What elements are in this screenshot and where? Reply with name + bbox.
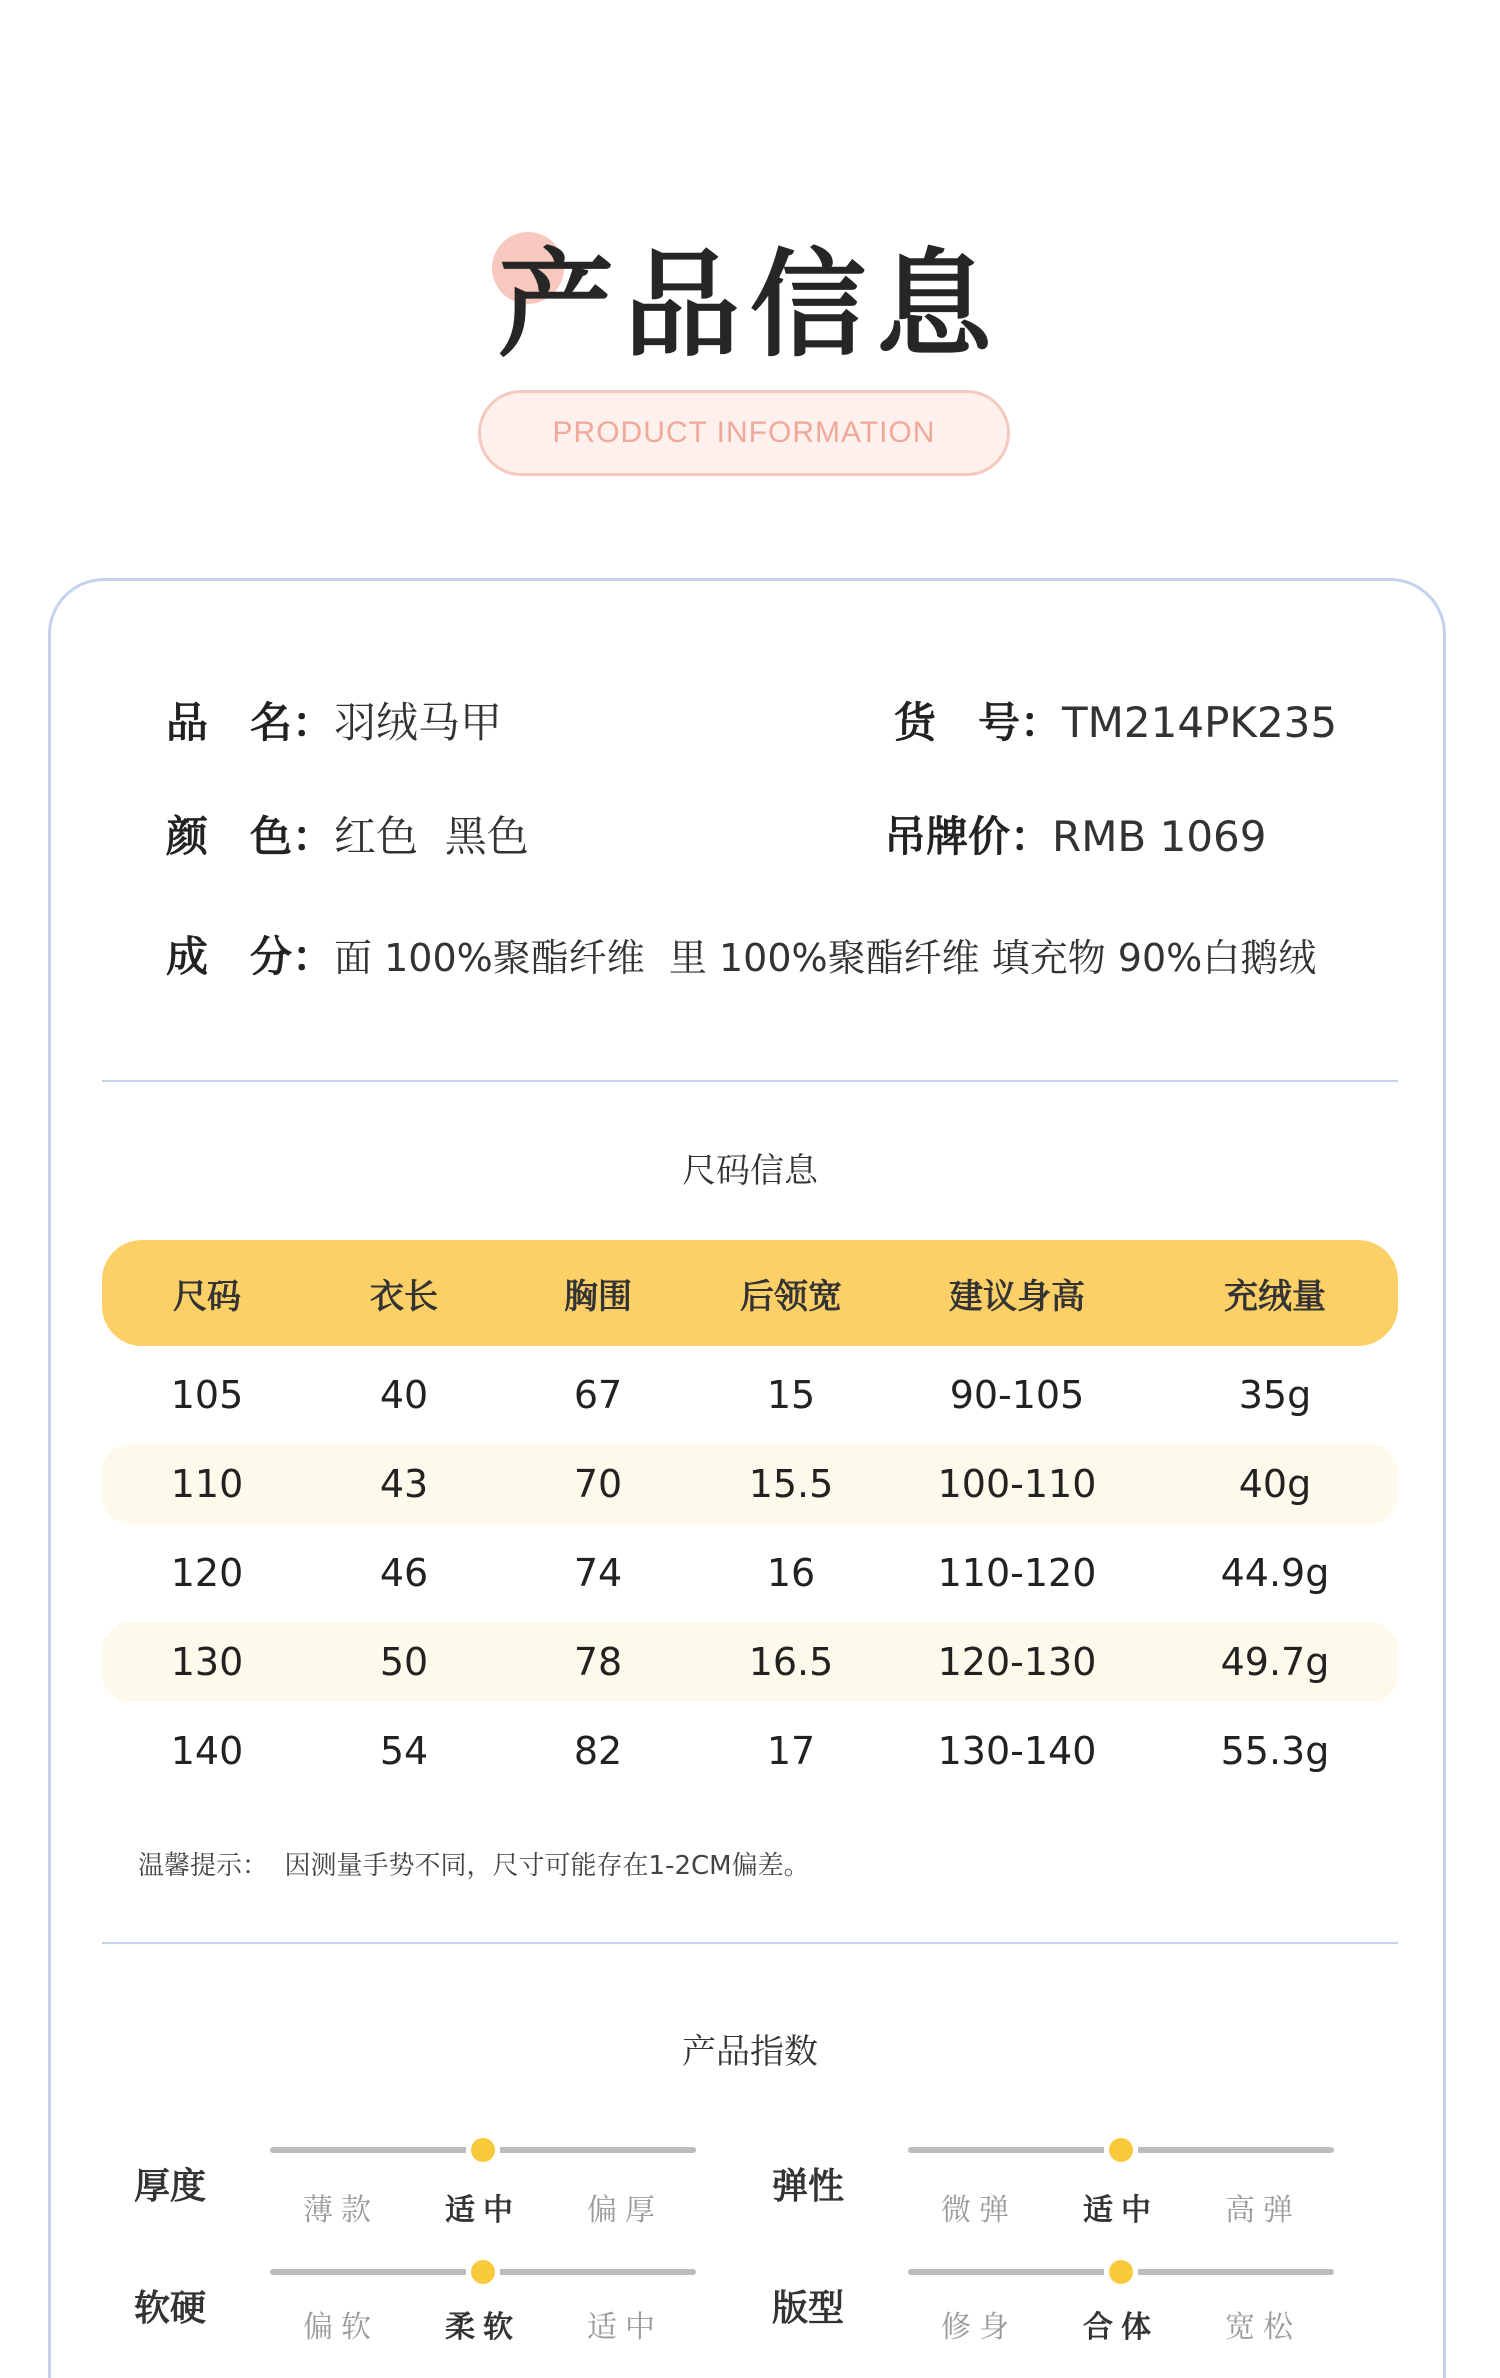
product-price-label: 吊牌价： xyxy=(884,812,1053,861)
product-name-value: 羽绒马甲 xyxy=(334,698,503,747)
product-sku-row xyxy=(894,690,1337,750)
index-option: 偏软 xyxy=(303,2310,379,2345)
page-title: 产品信息 xyxy=(498,238,1002,373)
table-cell: 17 xyxy=(766,1729,816,1773)
table-cell: 130 xyxy=(170,1640,244,1684)
table-cell: 90-105 xyxy=(949,1373,1085,1417)
size-section-title: 尺码信息 xyxy=(682,1151,818,1191)
product-name-row xyxy=(166,690,502,750)
index-slider-fit xyxy=(908,2260,1334,2284)
header-cell: 充绒量 xyxy=(1224,1276,1326,1317)
table-row xyxy=(102,1444,1398,1524)
index-marker xyxy=(471,2138,495,2162)
table-cell: 74 xyxy=(573,1551,623,1595)
product-color-value: 红色 黑色 xyxy=(334,812,529,861)
index-slider-softness xyxy=(270,2260,696,2284)
index-option: 薄款 xyxy=(303,2193,379,2228)
table-cell: 54 xyxy=(379,1729,429,1773)
index-marker xyxy=(1109,2138,1133,2162)
table-cell: 100-110 xyxy=(937,1462,1097,1506)
subtitle-pill: PRODUCT INFORMATION xyxy=(478,390,1010,476)
index-marker xyxy=(471,2260,495,2284)
index-label-elasticity: 弹性 xyxy=(772,2166,845,2207)
table-cell: 50 xyxy=(379,1640,429,1684)
product-sku-label: 货 号： xyxy=(894,698,1063,747)
index-label-thickness: 厚度 xyxy=(134,2166,207,2207)
table-cell: 120-130 xyxy=(937,1640,1097,1684)
table-cell: 110 xyxy=(170,1462,244,1506)
index-option: 偏厚 xyxy=(587,2193,663,2228)
divider xyxy=(102,1942,1398,1944)
table-cell: 15.5 xyxy=(748,1462,834,1506)
index-marker xyxy=(1109,2260,1133,2284)
product-price-row xyxy=(884,804,1267,864)
table-cell: 43 xyxy=(379,1462,429,1506)
header-cell: 尺码 xyxy=(173,1276,241,1317)
product-material-label: 成 分： xyxy=(166,932,335,981)
header-cell: 建议身高 xyxy=(949,1276,1085,1317)
index-option-selected: 适中 xyxy=(445,2193,521,2228)
index-section-title: 产品指数 xyxy=(682,2032,818,2072)
index-options-fit xyxy=(908,2302,1334,2346)
table-cell: 55.3g xyxy=(1220,1729,1330,1773)
product-sku-value: TM214PK235 xyxy=(1062,698,1338,747)
table-cell: 82 xyxy=(573,1729,623,1773)
table-row xyxy=(102,1622,1398,1702)
table-cell: 44.9g xyxy=(1220,1551,1330,1595)
hero-section xyxy=(0,0,1500,520)
index-label-fit: 版型 xyxy=(772,2288,845,2329)
table-cell: 70 xyxy=(573,1462,623,1506)
table-row xyxy=(102,1711,1398,1791)
index-options-elasticity xyxy=(908,2185,1334,2229)
index-slider-thickness xyxy=(270,2138,696,2162)
index-slider-elasticity xyxy=(908,2138,1334,2162)
index-option: 适中 xyxy=(587,2310,663,2345)
divider xyxy=(102,1080,1398,1082)
table-cell: 110-120 xyxy=(937,1551,1097,1595)
header-cell: 衣长 xyxy=(370,1276,438,1317)
table-cell: 49.7g xyxy=(1220,1640,1330,1684)
table-row xyxy=(102,1355,1398,1435)
size-table-header xyxy=(102,1240,1398,1346)
table-cell: 35g xyxy=(1238,1373,1312,1417)
index-label-softness: 软硬 xyxy=(134,2288,207,2329)
table-row xyxy=(102,1533,1398,1613)
index-option: 微弹 xyxy=(941,2193,1017,2228)
table-cell: 40g xyxy=(1238,1462,1312,1506)
table-cell: 67 xyxy=(573,1373,623,1417)
product-material-row xyxy=(166,924,1316,984)
product-name-label: 品 名： xyxy=(166,698,335,747)
index-option-selected: 合体 xyxy=(1083,2310,1159,2345)
table-cell: 16 xyxy=(766,1551,816,1595)
header-cell: 胸围 xyxy=(564,1276,632,1317)
index-option-selected: 适中 xyxy=(1083,2193,1159,2228)
table-cell: 16.5 xyxy=(748,1640,834,1684)
table-cell: 46 xyxy=(379,1551,429,1595)
size-tip: 温馨提示： 因测量手势不同，尺寸可能存在1-2CM偏差。 xyxy=(138,1851,810,1881)
table-cell: 120 xyxy=(170,1551,244,1595)
index-options-softness xyxy=(270,2302,696,2346)
index-option: 修身 xyxy=(941,2310,1017,2345)
product-price-value: RMB 1069 xyxy=(1052,812,1267,861)
table-cell: 130-140 xyxy=(937,1729,1097,1773)
table-cell: 78 xyxy=(573,1640,623,1684)
index-options-thickness xyxy=(270,2185,696,2229)
product-color-label: 颜 色： xyxy=(166,812,335,861)
table-cell: 105 xyxy=(170,1373,244,1417)
product-color-row xyxy=(166,804,529,864)
index-option: 高弹 xyxy=(1225,2193,1301,2228)
index-option-selected: 柔软 xyxy=(445,2310,521,2345)
table-cell: 15 xyxy=(766,1373,816,1417)
table-cell: 140 xyxy=(170,1729,244,1773)
table-cell: 40 xyxy=(379,1373,429,1417)
size-table xyxy=(102,1240,1398,1791)
index-option: 宽松 xyxy=(1225,2310,1301,2345)
header-cell: 后领宽 xyxy=(740,1276,842,1317)
product-material-value: 面 100%聚酯纤维 里 100%聚酯纤维 填充物 90%白鹅绒 xyxy=(334,936,1317,980)
